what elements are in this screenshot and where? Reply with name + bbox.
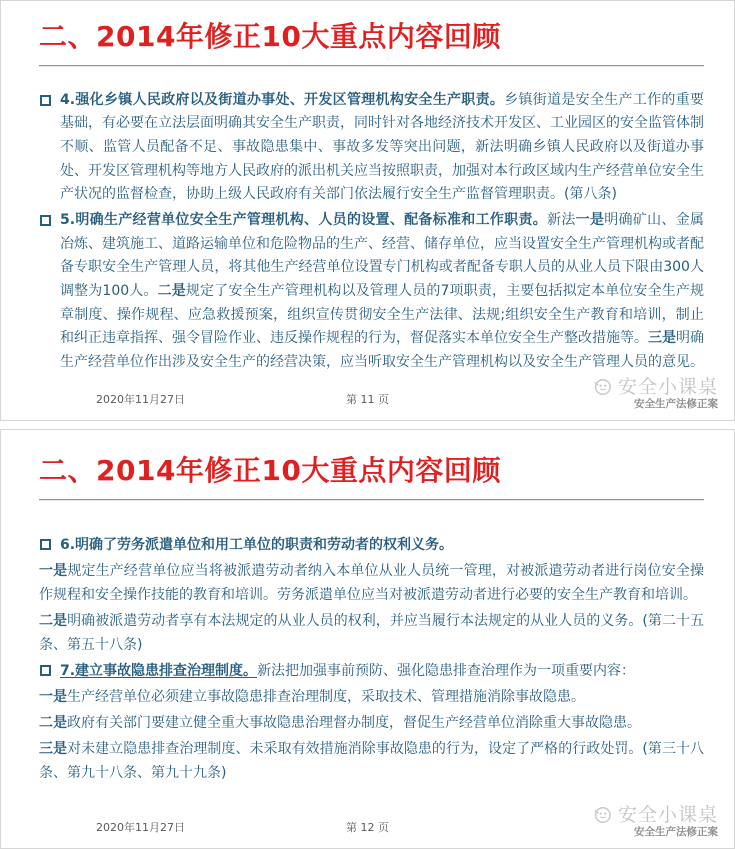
paragraph bbox=[39, 737, 704, 785]
footer-page-number: 第 11 页 bbox=[346, 393, 389, 406]
paragraph bbox=[39, 559, 704, 607]
paragraph bbox=[39, 711, 704, 735]
paragraph-text: 一是生产经营单位必须建立事故隐患排查治理制度，采取技术、管理措施消除事故隐患。 bbox=[39, 689, 585, 706]
page-title: 二、2014年修正10大重点内容回顾 bbox=[39, 20, 501, 53]
slide-page-12 bbox=[0, 429, 735, 849]
slide-page-11 bbox=[0, 0, 735, 421]
paragraph-text: 7.建立事故隐患排查治理制度。新法把加强事前预防、强化隐患排查治理作为一项重要内容： bbox=[60, 662, 636, 679]
square-bullet-icon bbox=[40, 665, 51, 676]
watermark-brand: 安全小课桌 bbox=[617, 375, 718, 398]
paragraph-text: 一是规定生产经营单位应当将被派遣劳动者纳入本单位从业人员统一管理，对被派遣劳动者进行岗位安全操作规程和安全操作技能的教育和培训。劳务派遣单位应当对被派遣劳动者进行必要的安全生产教育和培训。 bbox=[39, 562, 705, 603]
square-bullet-icon bbox=[40, 539, 51, 550]
paragraph-text: 5.明确生产经营单位安全生产管理机构、人员的设置、配备标准和工作职责。新法一是明确矿山、金属冶炼、建筑施工、道路运输单位和危险物品的生产、经营、储存单位，应当设置安全生产管理机构或者配备专职安全生产管理人员，将其他生产经营单位设置专门机构或者配备专职人员的从业人员下限由300人调整为100人。二是规定了安全生产管理机构以及管理人员的7项职责，主要包括拟定本单位安全生产规章制度、操作规程、应急救援预案，组织宣传贯彻安全生产法律、法规;组织安全生产教育和培训，制止和纠正违章指挥、强令冒险作业、违反操作规程的行为，督促落实本单位安全生产整改措施等。三是明确生产经营单位作出涉及安全生产的经营决策，应当听取安全生产管理机构以及安全生产管理人员的意见。 bbox=[60, 211, 705, 370]
footer-date: 2020年11月27日 bbox=[96, 821, 185, 834]
paragraph-text: 二是明确被派遣劳动者享有本法规定的从业人员的权利，并应当履行本法规定的从业人员的义务。(第二十五条、第五十八条) bbox=[39, 612, 705, 653]
square-bullet-icon bbox=[40, 95, 51, 106]
title-underline bbox=[39, 499, 704, 500]
square-bullet-icon bbox=[40, 215, 51, 226]
bullet-item bbox=[39, 533, 704, 557]
paragraph-text: 4.强化乡镇人民政府以及街道办事处、开发区管理机构安全生产职责。乡镇街道是安全生产工作的重要基础，有必要在立法层面明确其安全生产职责，同时针对各地经济技术开发区、工业园区的安全监管体制不顺、监管人员配备不足、事故隐患集中、事故多发等突出问题，新法明确乡镇人民政府以及街道办事处、开发区管理机构等地方人民政府的派出机关应当按照职责，加强对本行政区域内生产经营单位安全生产状况的监督检查，协助上级人民政府有关部门依法履行安全生产监督管理职责。(第八条) bbox=[60, 91, 705, 203]
paragraph-text: 二是政府有关部门要建立健全重大事故隐患治理督办制度，督促生产经营单位消除重大事故隐患。 bbox=[39, 715, 641, 732]
watermark-subtitle: 安全生产法修正案 bbox=[634, 826, 718, 839]
watermark-brand: 安全小课桌 bbox=[617, 803, 718, 826]
footer-page-number: 第 12 页 bbox=[346, 821, 389, 834]
page-title: 二、2014年修正10大重点内容回顾 bbox=[39, 454, 501, 487]
slide-body bbox=[39, 533, 704, 786]
footer-date: 2020年11月27日 bbox=[96, 393, 185, 406]
paragraph-text: 三是对未建立隐患排查治理制度、未采取有效措施消除事故隐患的行为，设定了严格的行政处罚。(第三十八条、第九十八条、第九十九条) bbox=[39, 741, 705, 782]
slide-body bbox=[39, 89, 704, 375]
watermark-subtitle: 安全生产法修正案 bbox=[634, 398, 718, 411]
paragraph bbox=[39, 685, 704, 709]
bullet-item bbox=[39, 89, 704, 207]
slide-footer bbox=[1, 821, 734, 835]
bullet-item bbox=[39, 209, 704, 375]
bullet-item bbox=[39, 659, 704, 683]
title-underline bbox=[39, 65, 704, 66]
paragraph bbox=[39, 609, 704, 657]
paragraph-text: 6.明确了劳务派遣单位和用工单位的职责和劳动者的权利义务。 bbox=[60, 536, 454, 553]
slide-footer bbox=[1, 393, 734, 407]
